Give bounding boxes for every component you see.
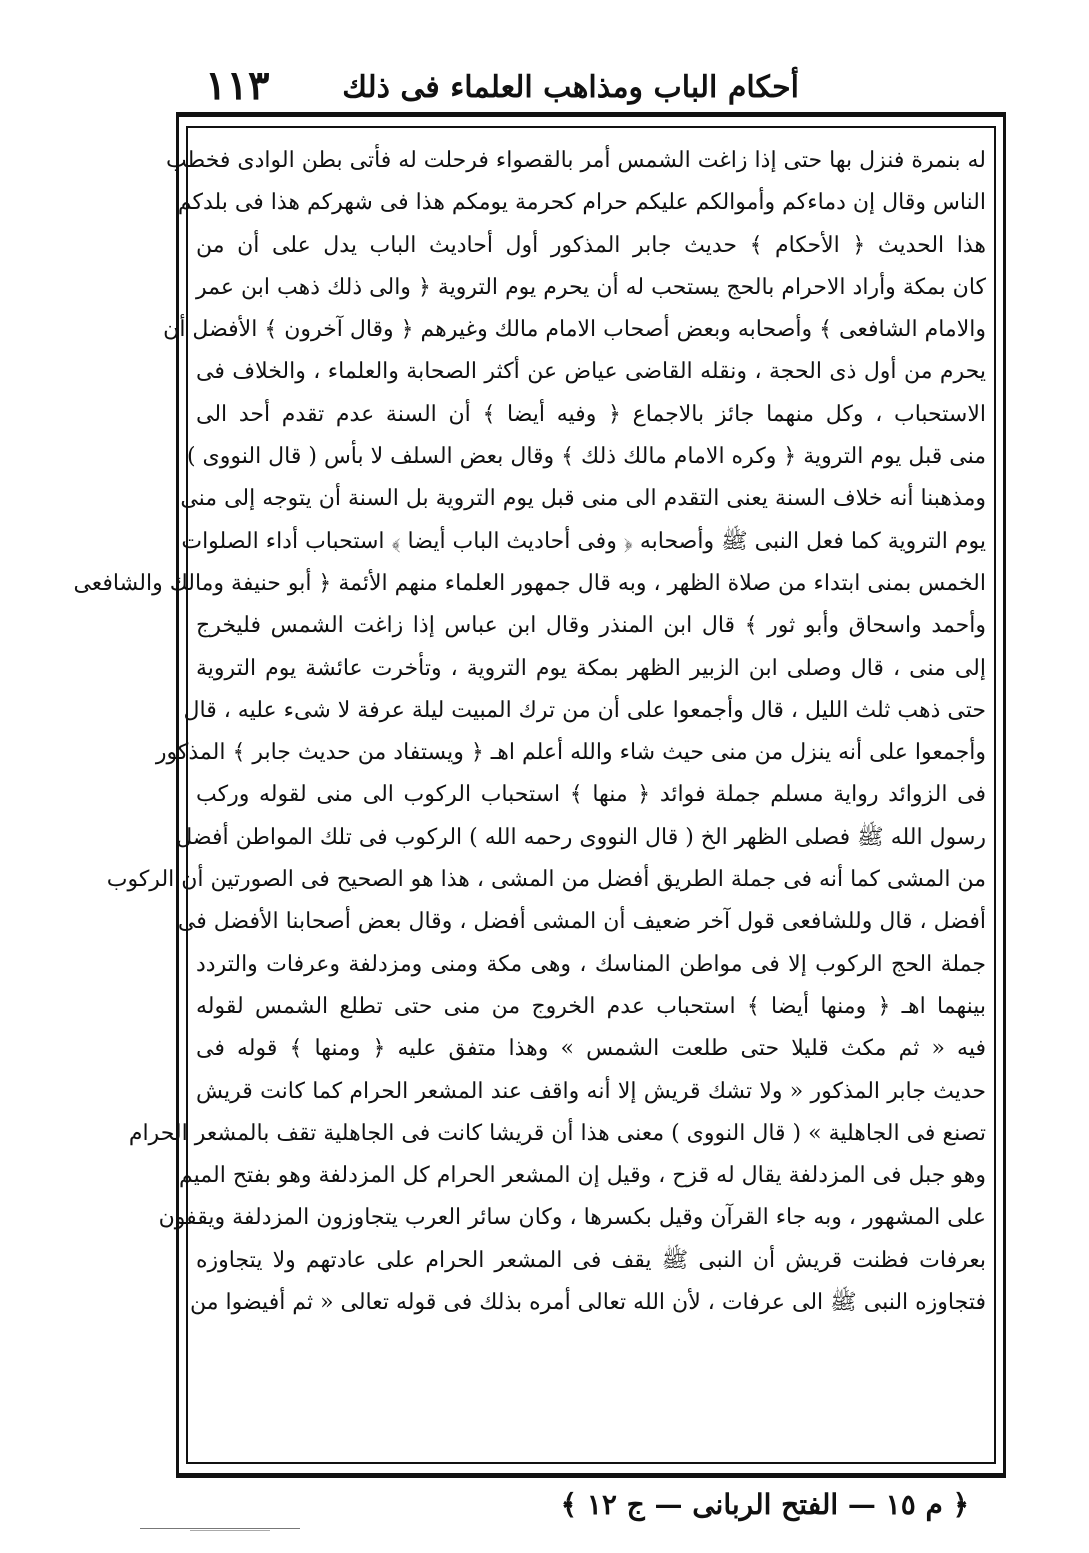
text-line: بعرفات فظنت قريش أن النبى ﷺ يقف فى المشعر الحرام على عادتهم ولا يتجاوزه: [196, 1247, 986, 1273]
footer-rule-secondary: [190, 1530, 270, 1531]
text-line: إلى منى ، قال وصلى ابن الزبير الظهر بمكة يوم التروية ، وتأخرت عائشة يوم التروية: [196, 655, 986, 681]
text-line: والامام الشافعى ﴾ وأصحابه وبعض أصحاب الامام مالك وغيرهم ﴿ وقال آخرون ﴾ الأفضل أن: [163, 317, 986, 343]
text-line: الناس وقال إن دماءكم وأموالكم عليكم حرام كحرمة يومكم هذا فى شهركم هذا فى بلدكم: [177, 190, 986, 216]
running-title: أحكام الباب ومذاهب العلماء فى ذلك: [342, 70, 799, 105]
text-line: حديث جابر المذكور « ولا تشك قريش إلا أنه واقف عند المشعر الحرام كما كانت قريش: [196, 1078, 986, 1104]
text-line: منى قبل يوم التروية ﴿ وكره الامام مالك ذلك ﴾ وقال بعض السلف لا بأس ( قال النووى ): [186, 444, 986, 470]
footer-signature: ﴿ م ١٥ — الفتح الربانى — ج ١٢ ﴾: [560, 1488, 969, 1521]
text-line: وهو جبل فى المزدلفة يقال له قزح ، وقيل إن المشعر الحرام كل المزدلفة وهو بفتح الميم: [179, 1163, 986, 1189]
text-line: تصنع فى الجاهلية » ( قال النووى ) معنى هذا أن قريشا كانت فى الجاهلية تقف بالمشعر الحرام: [128, 1120, 986, 1146]
text-line: جملة الحج الركوب إلا فى مواطن المناسك ، وهى مكة ومنى ومزدلفة وعرفات والتردد: [196, 951, 986, 977]
text-line: فيه « ثم مكث قليلا حتى طلعت الشمس » وهذا متفق عليه ﴿ ومنها ﴾ قوله فى: [196, 1036, 986, 1062]
text-line: وأجمعوا على أنه ينزل من منى حيث شاء والله أعلم اهـ ﴿ ويستفاد من حديث جابر ﴾ المذكور: [155, 740, 986, 766]
text-line: ومذهبنا أنه خلاف السنة يعنى التقدم الى منى قبل يوم التروية بل السنة أن يتوجه إلى منى: [180, 486, 986, 512]
text-line: هذا الحديث ﴿ الأحكام ﴾ حديث جابر المذكور أول أحاديث الباب يدل على أن من: [196, 232, 986, 258]
text-line: يوم التروية كما فعل النبى ﷺ وأصحابه ﴿ وفى أحاديث الباب أيضا ﴾ استحباب أداء الصلوات: [181, 528, 986, 554]
text-line: الخمس بمنى ابتداء من صلاة الظهر ، وبه قال جمهور العلماء منهم الأئمة ﴿ أبو حنيفة ومالك والشافعى: [73, 570, 986, 596]
text-line: بينهما اهـ ﴿ ومنها أيضا ﴾ استحباب عدم الخروج من منى حتى تطلع الشمس لقوله: [196, 993, 986, 1019]
main-text: [73, 140, 986, 1324]
text-line: كان بمكة وأراد الاحرام بالحج يستحب له أن يحرم يوم التروية ﴿ والى ذلك ذهب ابن عمر: [196, 274, 986, 300]
text-line: حتى ذهب ثلث الليل ، قال وأجمعوا على أن من ترك المبيت ليلة عرفة لا شىء عليه ، قال: [183, 697, 986, 723]
text-line: على المشهور ، وبه جاء القرآن وقيل بكسرها ، وكان سائر العرب يتجاوزون المزدلفة ويقفون: [158, 1205, 986, 1231]
text-line: وأحمد واسحاق وأبو ثور ﴾ قال ابن المنذر وقال ابن عباس إذا زاغت الشمس فليخرج: [196, 613, 986, 639]
page-number: ١١٣: [205, 62, 270, 109]
text-line: أفضل ، قال وللشافعى قول آخر ضعيف أن المشى أفضل ، وقال بعض أصحابنا الأفضل فى: [177, 909, 986, 935]
text-line: فى الزوائد رواية مسلم جملة فوائد ﴿ منها ﴾ استحباب الركوب الى منى لقوله وركب: [196, 782, 986, 808]
text-line: من المشى كما أنه فى جملة الطريق أفضل من المشى ، هذا هو الصحيح فى الصورتين أن الركوب: [106, 867, 986, 893]
text-line: له بنمرة فنزل بها حتى إذا زاغت الشمس أمر بالقصواء فرحلت له فأتى بطن الوادى فخطب: [166, 148, 986, 173]
text-line: رسول الله ﷺ فصلى الظهر الخ ( قال النووى رحمه الله ) الركوب فى تلك المواطن أفضل: [176, 824, 986, 850]
text-line: يحرم من أول ذى الحجة ، ونقله القاضى عياض عن أكثر الصحابة والعلماء ، والخلاف فى: [196, 359, 986, 385]
footer-rule: [140, 1528, 300, 1529]
text-line: الاستحباب ، وكل منهما جائز بالاجماع ﴿ وفيه أيضا ﴾ أن السنة عدم تقدم أحد الى: [196, 401, 986, 427]
text-line: فتجاوزه النبى ﷺ الى عرفات ، لأن الله تعالى أمره بذلك فى قوله تعالى « ثم أفيضوا من: [189, 1290, 986, 1316]
